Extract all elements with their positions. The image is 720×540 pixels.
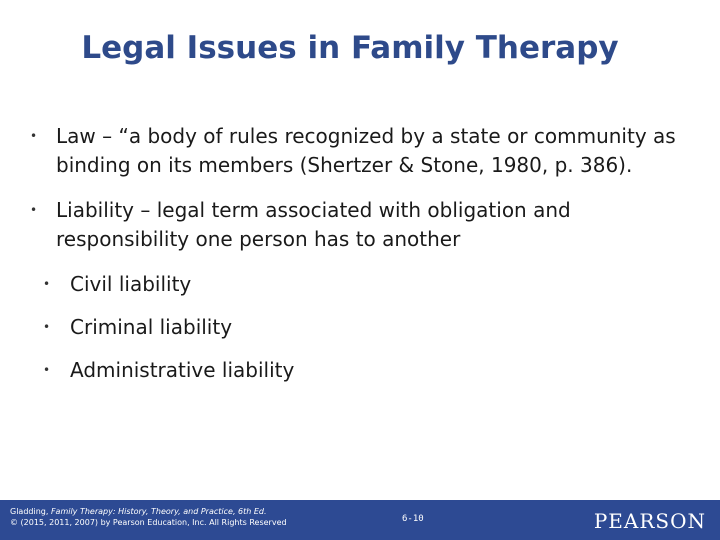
bullet-marker: •: [30, 203, 38, 217]
sub-bullet-administrative: [26, 356, 686, 385]
footer-author: Gladding,: [10, 507, 51, 516]
slide-content: [26, 122, 686, 399]
page-number: 6-10: [402, 514, 424, 524]
sub-bullet-civil: [26, 270, 686, 299]
bullet-marker: •: [30, 129, 38, 143]
bullet-marker: •: [43, 277, 51, 291]
footer-book-title: Family Therapy: History, Theory, and Practice, 6th Ed.: [50, 507, 267, 516]
footer-citation-line1: [10, 506, 287, 517]
sub-bullet-text: Administrative liability: [70, 358, 295, 382]
sub-bullet-text: Civil liability: [70, 272, 192, 296]
bullet-marker: •: [43, 363, 51, 377]
pearson-logo: PEARSON: [593, 509, 706, 533]
bullet-text: Liability – legal term associated with obligation and responsibility one person has to another: [56, 198, 571, 251]
sub-bullet-text: Criminal liability: [70, 315, 233, 339]
sub-bullet-criminal: [26, 313, 686, 342]
footer-copyright: © (2015, 2011, 2007) by Pearson Education, Inc. All Rights Reserved: [10, 518, 287, 527]
bullet-text: Law – “a body of rules recognized by a state or community as binding on its members (Shertzer & Stone, 1980, p. 386).: [56, 124, 676, 177]
slide-title: Legal Issues in Family Therapy: [81, 30, 619, 66]
bullet-law: [26, 122, 686, 180]
bullet-marker: •: [43, 320, 51, 334]
footer-citation: [10, 506, 287, 528]
bullet-liability: [26, 196, 686, 254]
footer-bar: [0, 500, 720, 540]
